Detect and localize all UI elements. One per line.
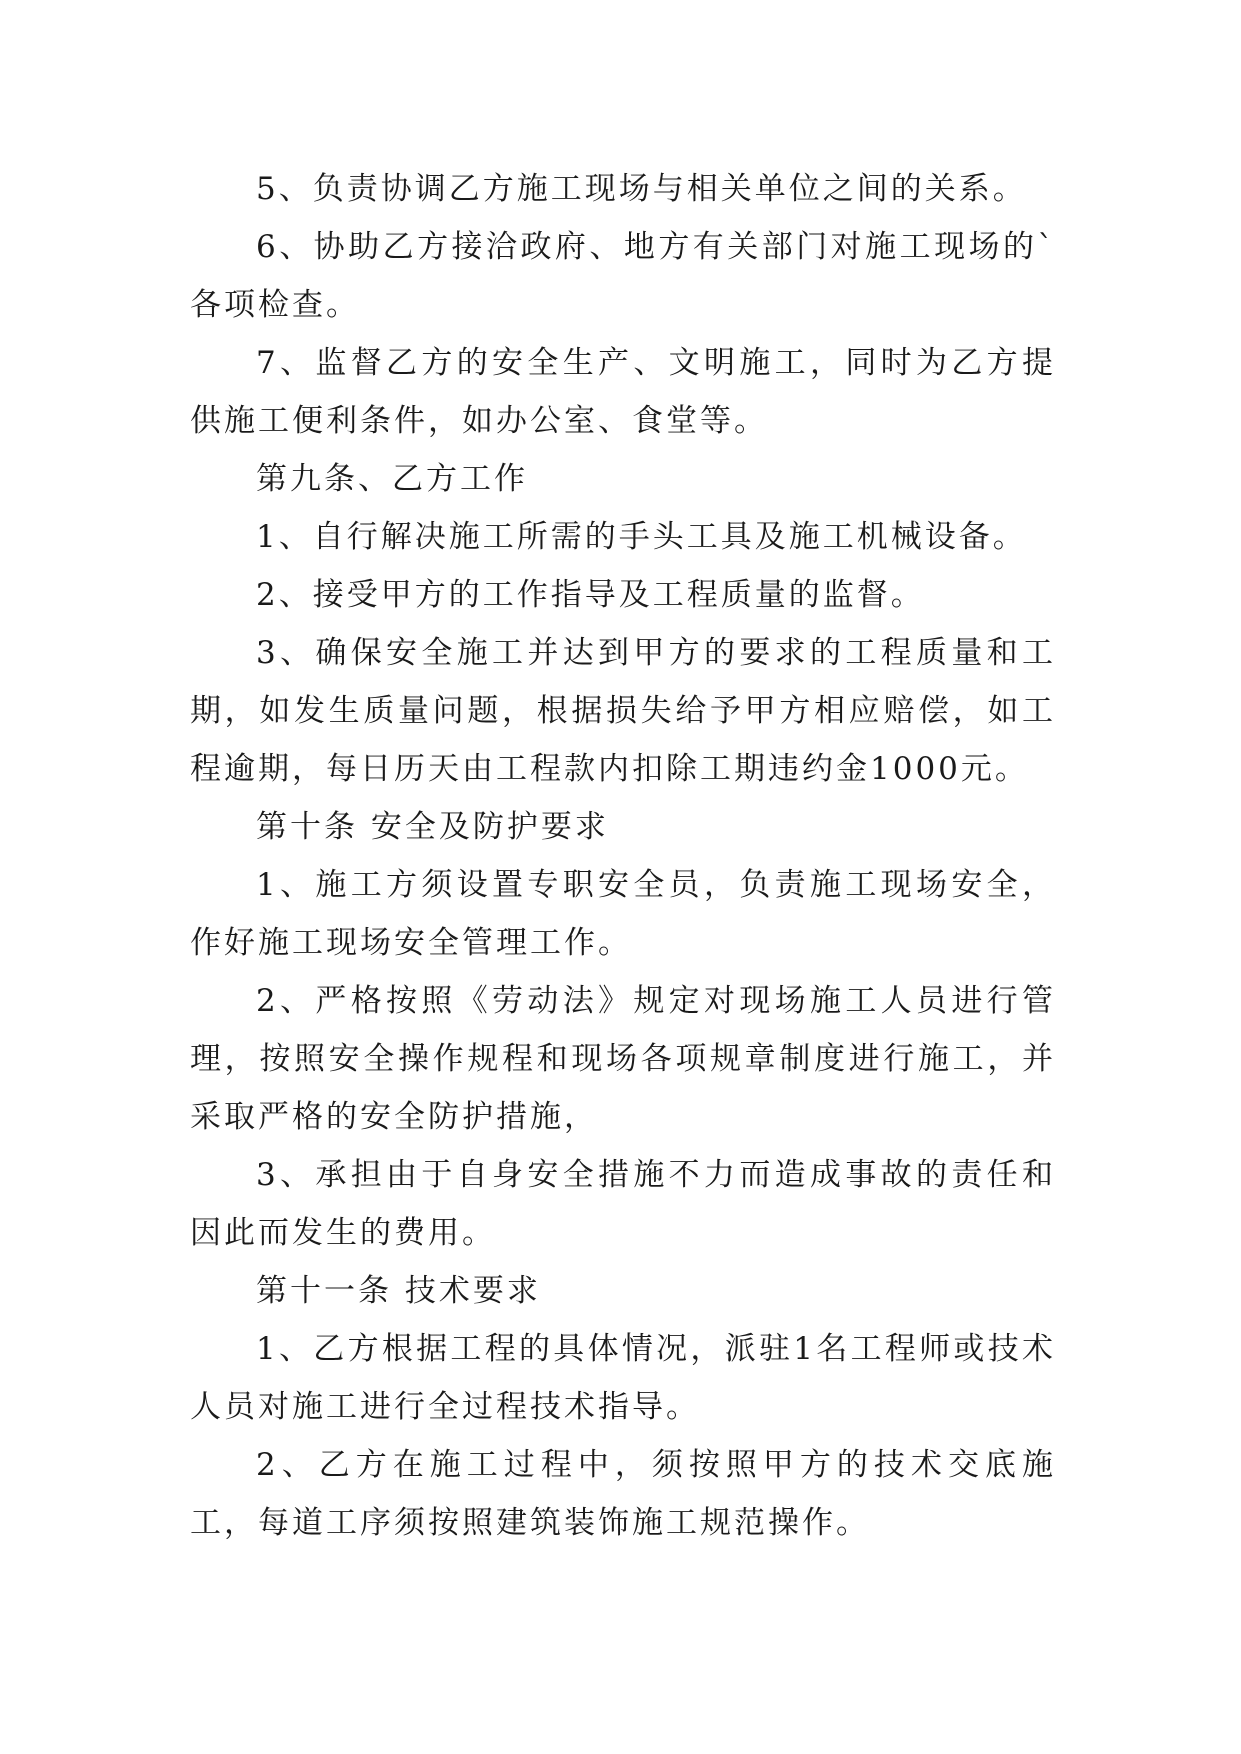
section-heading: 第十一条 技术要求 [256,1273,541,1309]
paragraph: 1、施工方须设置专职安全员，负责施工现场安全，作好施工现场安全管理工作。 [190,867,1056,961]
paragraph: 6、协助乙方接洽政府、地方有关部门对施工现场的`各项检查。 [190,229,1056,323]
paragraph: 5、负责协调乙方施工现场与相关单位之间的关系。 [256,171,1027,207]
paragraph: 1、乙方根据工程的具体情况，派驻1名工程师或技术人员对施工进行全过程技术指导。 [190,1331,1056,1425]
paragraph: 2、接受甲方的工作指导及工程质量的监督。 [256,577,925,613]
paragraph: 2、严格按照《劳动法》规定对现场施工人员进行管理，按照安全操作规程和现场各项规章制度进行施工，并采取严格的安全防护措施， [190,983,1056,1135]
paragraph: 3、承担由于自身安全措施不力而造成事故的责任和因此而发生的费用。 [190,1157,1056,1251]
paragraph: 7、监督乙方的安全生产、文明施工，同时为乙方提供施工便利条件，如办公室、食堂等。 [190,345,1056,439]
paragraph: 3、确保安全施工并达到甲方的要求的工程质量和工期，如发生质量问题，根据损失给予甲方相应赔偿，如工程逾期，每日历天由工程款内扣除工期违约金1000元。 [190,635,1056,787]
section-heading: 第九条、乙方工作 [256,461,528,497]
paragraph: 2、乙方在施工过程中，须按照甲方的技术交底施工，每道工序须按照建筑装饰施工规范操作。 [190,1447,1056,1541]
document-body [190,160,1056,1552]
paragraph: 1、自行解决施工所需的手头工具及施工机械设备。 [256,519,1027,555]
section-heading: 第十条 安全及防护要求 [256,809,609,845]
